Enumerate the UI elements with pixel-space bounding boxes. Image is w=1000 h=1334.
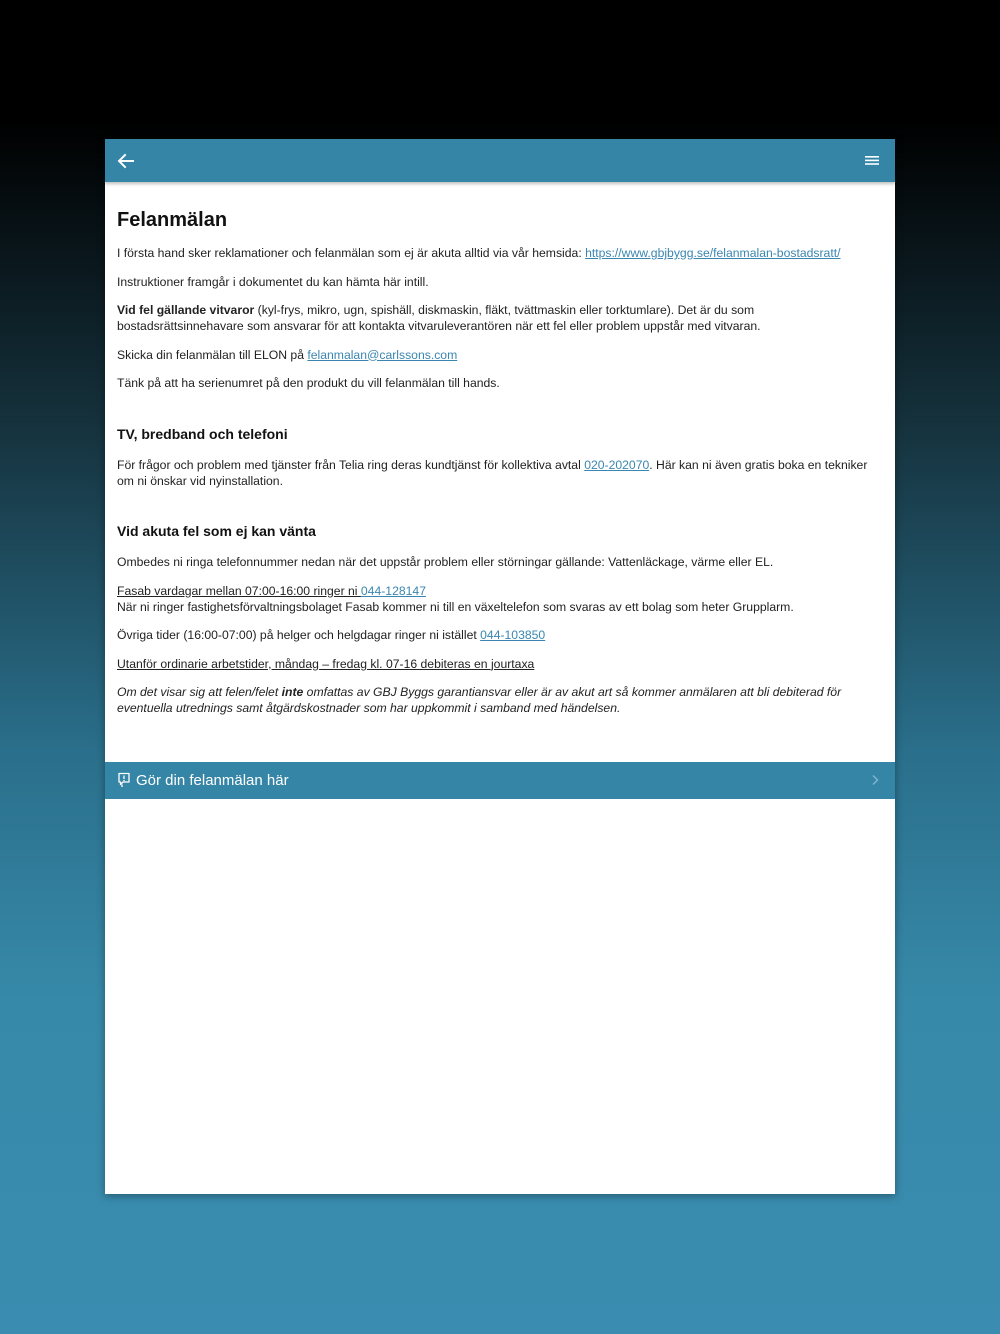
fasab-info: När ni ringer fastighetsförvaltningsbolaget Fasab kommer ni till en växeltelefon som svaras av ett bolag som heter Grupplarm. [117,599,794,614]
hamburger-menu-icon [863,151,883,171]
report-flag-icon [117,772,131,788]
arrow-left-icon [115,150,137,172]
appliances-bold: Vid fel gällande vitvaror [117,303,255,317]
app-window [105,139,895,1194]
report-issue-button[interactable] [105,762,895,799]
menu-button[interactable] [863,151,883,171]
other-phone-link[interactable]: 044-103850 [480,628,546,642]
chevron-right-icon [871,774,879,786]
appliances-paragraph: Vid fel gällande vitvaror (kyl-frys, mikro, ugn, spishäll, diskmaskin, fläkt, tvättmaskin eller torktumlare). Det är du som bostadsrättsinnehavare som ansvarar för att kontakta vitvaruleverantören när ett fel eller problem uppstår med vitvaran. [117,303,761,333]
tv-heading: TV, bredband och telefoni [117,425,288,442]
urgent-heading: Vid akuta fel som ej kan vänta [117,523,316,539]
outside-hours-paragraph: Utanför ordinarie arbetstider, måndag – fredag kl. 07-16 debiteras en jourtaxa [117,656,535,671]
report-issue-label: Gör din felanmälan här [136,772,289,789]
fasab-label: Fasab vardagar mellan 07:00-16:00 ringer ni [117,583,361,598]
serial-paragraph: Tänk på att ha serienumret på den produkt du vill felanmälan till hands. [117,376,500,390]
elon-email-link[interactable]: felanmalan@carlssons.com [307,347,458,362]
article-content [105,182,895,716]
urgent-intro: Ombedes ni ringa telefonnummer nedan när det uppstår problem eller störningar gällande: Vattenläckage, värme eller EL. [117,555,774,569]
disclaimer-paragraph: Om det visar sig att felen/felet inte omfattas av GBJ Byggs garantiansvar eller är av akut art så kommer anmälaren att bli debiterad för eventuella utrednings samt åtgärdskostnader som har uppkommit i samband med händelsen. [117,685,842,715]
tv-paragraph: För frågor och problem med tjänster från Telia ring deras kundtjänst för kollektiva avtal 020-202070. Här kan ni även gratis boka en tekniker om ni önskar vid nyinstallation. [117,457,868,488]
other-hours-paragraph: Övriga tider (16:00-07:00) på helger och helgdagar ringer ni istället 044-103850 [117,628,546,642]
intro-paragraph: I första hand sker reklamationer och felanmälan som ej är akuta alltid via vår hemsida: https://www.gbjbygg.se/felanmalan-bostadsratt/ [117,246,841,260]
top-app-bar [105,139,895,182]
fasab-paragraph [117,583,883,615]
telia-phone-link[interactable]: 020-202070 [584,457,650,472]
website-link[interactable]: https://www.gbjbygg.se/felanmalan-bostadsratt/ [585,246,841,260]
fasab-phone-link[interactable]: 044-128147 [360,583,426,598]
back-button[interactable] [115,150,137,172]
page-title: Felanmälan [117,209,228,231]
elon-paragraph: Skicka din felanmälan till ELON på felanmalan@carlssons.com [117,347,458,362]
instructions-paragraph: Instruktioner framgår i dokumentet du kan hämta här intill. [117,274,429,289]
